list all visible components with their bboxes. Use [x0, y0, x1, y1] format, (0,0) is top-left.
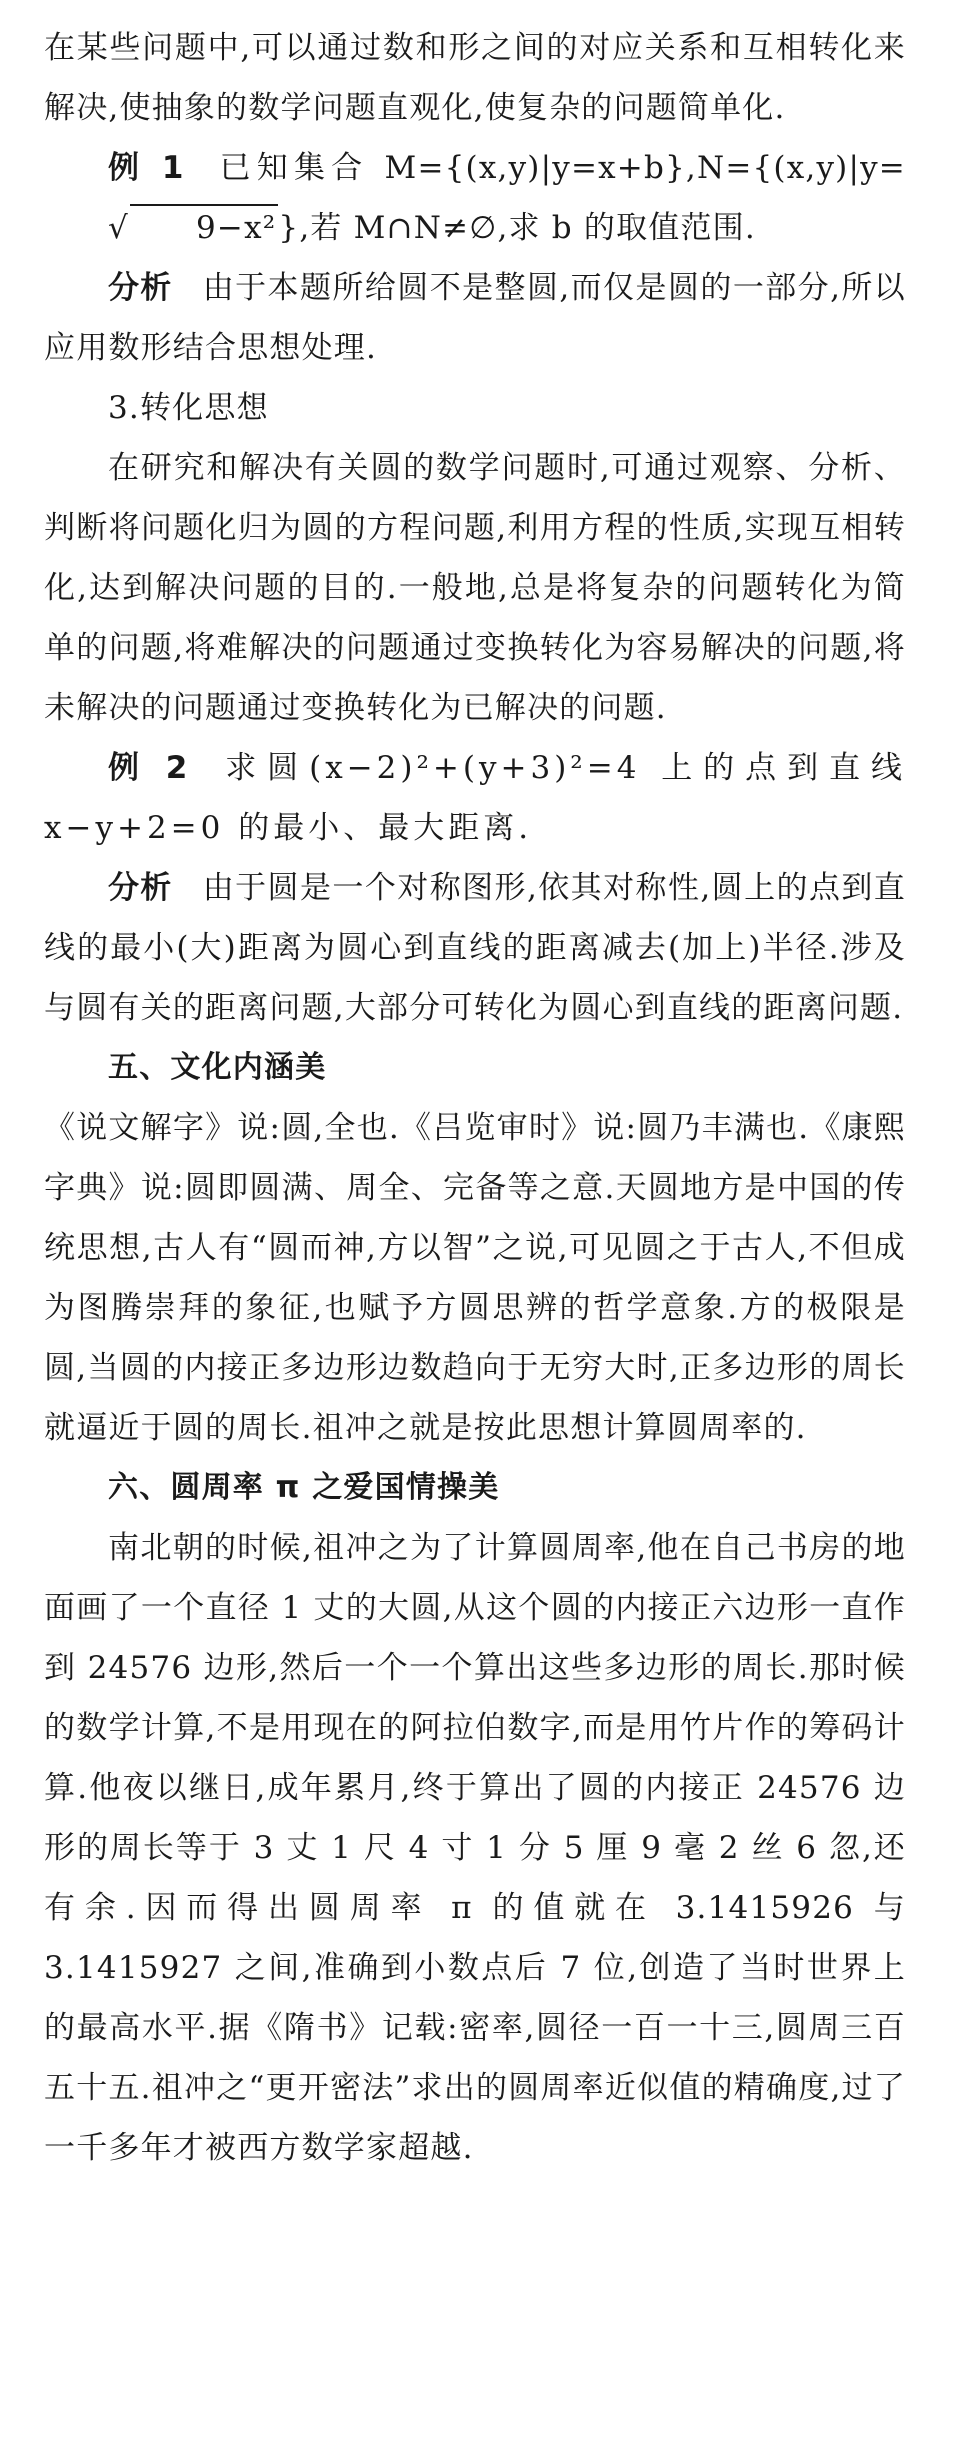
analysis-1-text: 由于本题所给圆不是整圆,而仅是圆的一部分,所以应用数形结合思想处理. — [44, 270, 907, 366]
intro-paragraph: 在某些问题中,可以通过数和形之间的对应关系和互相转化来解决,使抽象的数学问题直观化,使复杂的问题简单化. — [44, 30, 906, 126]
section-3-title: 3.转化思想 — [108, 390, 269, 426]
section-5-title: 五、文化内涵美 — [108, 1050, 327, 1085]
analysis-2 — [44, 858, 906, 1038]
analysis-2-label: 分析 — [108, 870, 173, 906]
analysis-2-text: 由于圆是一个对称图形,依其对称性,圆上的点到直线的最小(大)距离为圆心到直线的距离减去(加上)半径.涉及与圆有关的距离问题,大部分可转化为圆心到直线的距离问题. — [44, 870, 907, 1026]
section-3-paragraph: 在研究和解决有关圆的数学问题时,可通过观察、分析、判断将问题化归为圆的方程问题,利用方程的性质,实现互相转化,达到解决问题的目的.一般地,总是将复杂的问题转化为简单的问题,将难解决的问题通过变换转化为容易解决的问题,将未解决的问题通过变换转化为已解决的问题. — [44, 450, 906, 726]
radical-sign: √ — [108, 210, 129, 246]
example-1-text-a: 已知集合 M={(x,y)|y=x+b},N={(x,y)|y= — [214, 150, 906, 186]
example-2-text: 求圆(x−2)²+(y+3)²=4 上的点到直线 x−y+2=0 的最小、最大距离. — [44, 750, 906, 846]
sqrt-expression — [44, 198, 278, 258]
analysis-1 — [44, 258, 906, 378]
section-6-title: 六、圆周率 π 之爱国情操美 — [108, 1470, 500, 1505]
example-1 — [44, 138, 906, 258]
example-2 — [44, 738, 906, 858]
example-1-label: 例 1 — [108, 150, 185, 186]
analysis-1-label: 分析 — [108, 270, 173, 306]
sqrt-radicand: 9−x² — [130, 204, 278, 250]
section-5-paragraph: 《说文解字》说:圆,全也.《吕览审时》说:圆乃丰满也.《康熙字典》说:圆即圆满、周全、完备等之意.天圆地方是中国的传统思想,古人有“圆而神,方以智”之说,可见圆之于古人,不但成为图腾崇拜的象征,也赋予方圆思辨的哲学意象.方的极限是圆,当圆的内接正多边形边数趋向于无穷大时,正多边形的周长就逼近于圆的周长.祖冲之就是按此思想计算圆周率的. — [44, 1110, 906, 1446]
example-1-text-b: },若 M∩N≠∅,求 b 的取值范围. — [278, 210, 756, 246]
example-2-label: 例 2 — [108, 750, 189, 786]
section-6-paragraph: 南北朝的时候,祖冲之为了计算圆周率,他在自己书房的地面画了一个直径 1 丈的大圆,从这个圆的内接正六边形一直作到 24576 边形,然后一个一个算出这些多边形的周长.那时候的数学计算,不是用现在的阿拉伯数字,而是用竹片作的筹码计算.他夜以继日,成年累月,终于算出了圆的内接正 24576 边形的周长等于 3 丈 1 尺 4 寸 1 分 5 厘 9 毫 2 丝 6 忽,还有余.因而得出圆周率 π 的值就在 3.1415926 与 3.1415927 之间,准确到小数点后 7 位,创造了当时世界上的最高水平.据《隋书》记载:密率,圆径一百一十三,圆周三百五十五.祖冲之“更开密法”求出的圆周率近似值的精确度,过了一千多年才被西方数学家超越. — [44, 1530, 906, 2166]
